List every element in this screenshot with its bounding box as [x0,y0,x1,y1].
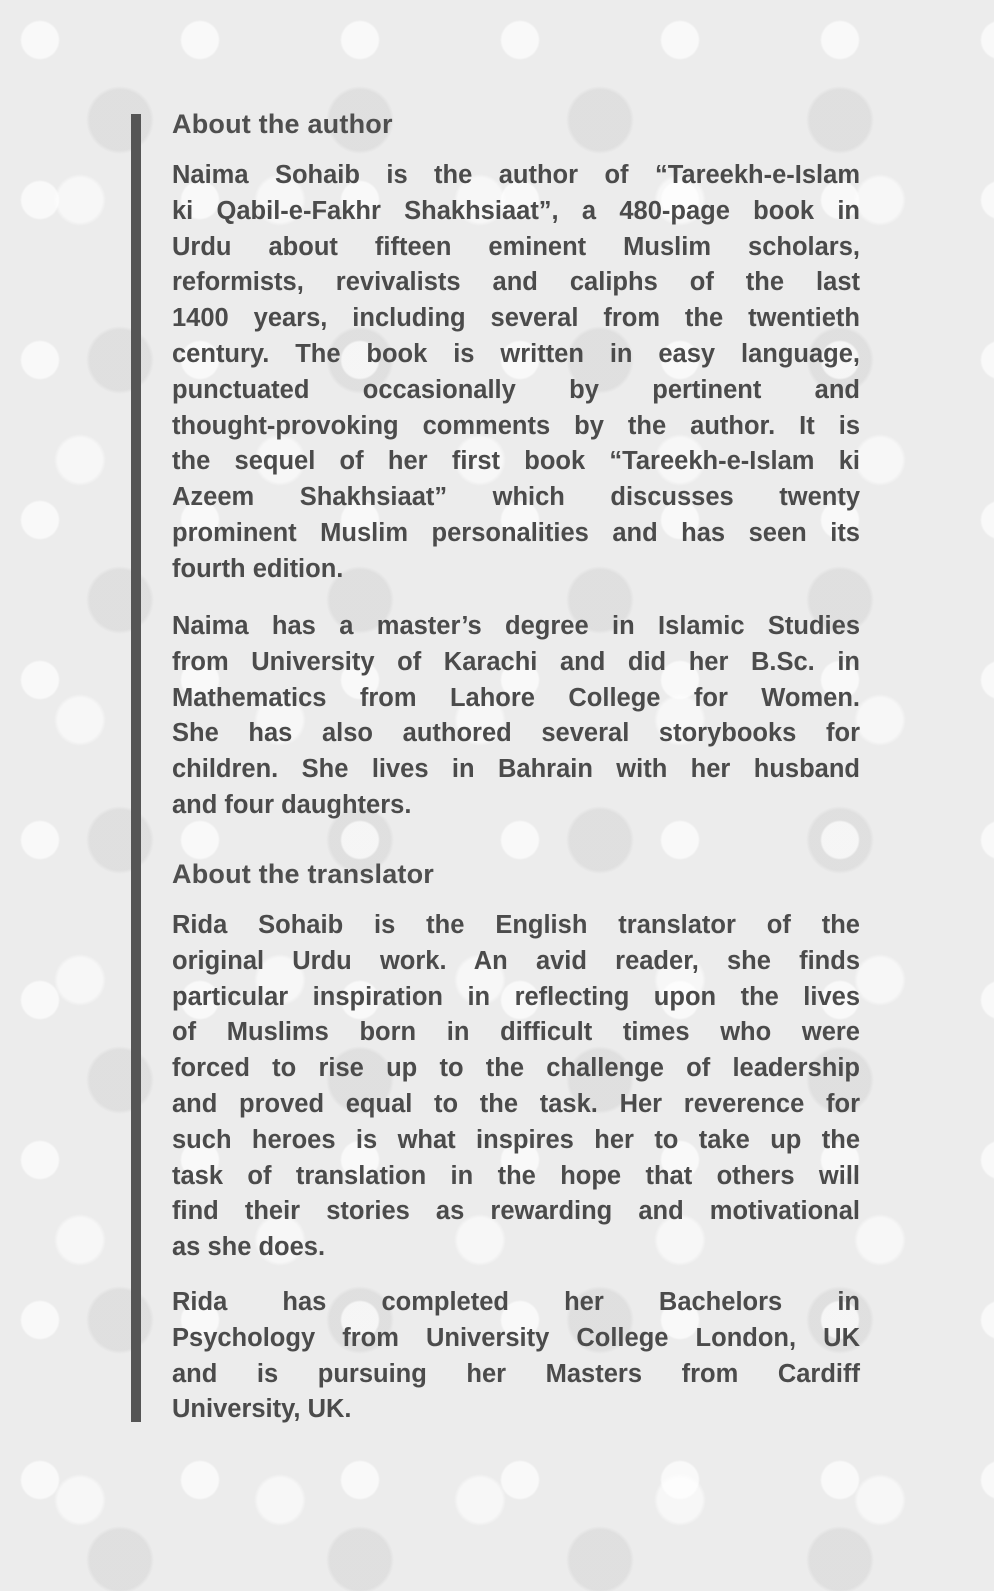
text-line: 1400 years, including several from the twentieth [172,304,860,333]
text-line: such heroes is what inspires her to take up the [172,1125,860,1154]
text-line: century. The book is written in easy language, [172,339,860,368]
translator-heading: About the translator [172,859,435,889]
text-line: and is pursuing her Masters from Cardiff [172,1359,860,1388]
text-line: and four daughters. [172,790,412,819]
text-line: fourth edition. [172,554,344,583]
vertical-accent-bar [131,114,141,1422]
text-line: thought-provoking comments by the author. It is [172,411,860,440]
text-line: ki Qabil-e-Fakhr Shakhsiaat”, a 480-page book in [172,196,860,225]
text-line: task of translation in the hope that others will [172,1161,860,1190]
text-line: Rida Sohaib is the English translator of the [172,911,860,939]
translator-paragraph-1 [172,908,860,1266]
text-line: Naima Sohaib is the author of “Tareekh-e-Islam [172,161,860,189]
text-line: punctuated occasionally by pertinent and [172,375,860,404]
text-line: Mathematics from Lahore College for Women. [172,683,860,712]
text-line: Psychology from University College London, UK [172,1323,860,1352]
text-line: She has also authored several storybooks for [172,719,860,748]
text-line: and proved equal to the task. Her reverence for [172,1089,860,1118]
text-line: forced to rise up to the challenge of leadership [172,1054,860,1083]
author-paragraph-1 [172,158,860,588]
author-heading: About the author [172,109,393,139]
text-line: from University of Karachi and did her B.Sc. in [172,647,860,676]
text-line: reformists, revivalists and caliphs of the last [172,268,860,297]
text-line: of Muslims born in difficult times who were [172,1018,860,1047]
text-line: original Urdu work. An avid reader, she finds [172,946,860,975]
text-line: Azeem Shakhsiaat” which discusses twenty [172,483,860,512]
translator-paragraph-2 [172,1285,860,1428]
text-line: Rida has completed her Bachelors in [172,1288,860,1316]
text-line: particular inspiration in reflecting upon the lives [172,982,860,1011]
text-line: find their stories as rewarding and motivational [172,1197,860,1226]
text-line: prominent Muslim personalities and has seen its [172,518,860,547]
text-line: University, UK. [172,1395,352,1424]
author-paragraph-2 [172,609,860,824]
text-line: the sequel of her first book “Tareekh-e-Islam ki [172,447,860,476]
text-line: children. She lives in Bahrain with her husband [172,755,860,784]
text-line: Naima has a master’s degree in Islamic Studies [172,612,860,640]
text-line: as she does. [172,1233,326,1262]
text-line: Urdu about fifteen eminent Muslim scholars, [172,232,860,261]
